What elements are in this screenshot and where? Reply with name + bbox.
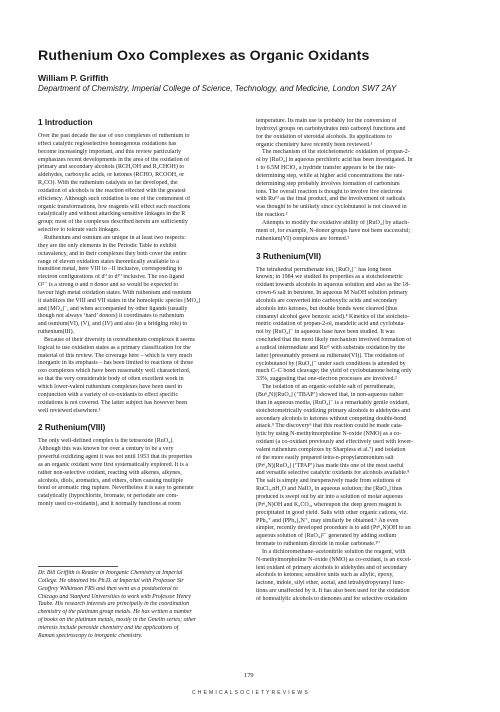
text-line: ruthenium(III).	[38, 329, 75, 336]
text-line: emphasizes recent developments in the area of the oxidation of	[38, 156, 190, 163]
text-line: The salt is simply and inexpensively made from solutions of	[256, 478, 401, 485]
text-line: of homoallylic alcohols to dienones and for selective oxidation	[256, 595, 407, 602]
text-line: aldehydes, carboxylic acids, or ketones (RCHO, RCOOH, or	[38, 172, 185, 179]
text-line: become increasingly important, and this review particularly	[38, 148, 182, 155]
text-line: logical to use oxidation states as a primary classification for the	[38, 344, 191, 351]
text-line: lent oxidant of primary alcohols to aldehydes and of secondary	[256, 564, 408, 571]
biography-line: of books on the platinum metals, mostly in the Gmelin series; other	[38, 617, 197, 624]
section-heading: 2 Ruthenium(VIII)	[38, 423, 106, 433]
text-line: stoicheiometrically oxidizing primary alcohols to aldehydes and	[256, 407, 410, 414]
text-line: primary and secondary alcohols (RCH₂OH and R₂CHOH) to	[38, 164, 184, 171]
page-number: 179	[244, 672, 254, 679]
text-line: Although this was known for over a century to be a very	[38, 446, 174, 453]
text-line: catalytically and without attacking sensitive linkages in the R	[38, 211, 186, 218]
text-line: ment of, for example, N-donor groups have not been successful;	[256, 227, 411, 234]
text-line: oxidation of alcohols is the reaction effected with the greatest	[38, 187, 186, 194]
biography-line: Geoffrey Wilkinson FRS and then went as a postdoctoral to	[38, 585, 178, 592]
text-line: efficiency. Although such oxidation is one of the commonest of	[38, 195, 191, 202]
section-heading: 1 Introduction	[38, 118, 93, 127]
text-line: octavalency, and in their complexes they both cover the entire	[38, 250, 187, 257]
text-line: which lower-valent ruthenium complexes have been used in	[38, 384, 182, 390]
text-line: concluded that the most likely mechanism involved formation of	[256, 337, 412, 344]
author-affiliation: Department of Chemistry, Imperial College of Science, Technology, and Medicine, London SW7 2AY	[38, 84, 397, 93]
text-line: oxidations is not covered. The latter subject has however been	[38, 399, 188, 406]
text-line: Over the past decade the use of oxo complexes of ruthenium to	[38, 133, 190, 139]
text-line: and [MO₄]⁻, and when accompanied by other ligands (usually	[38, 305, 188, 312]
text-line: monly used co-oxidants), and it normally functions at room	[38, 501, 181, 508]
text-line: oxidant (a co-oxidant previously and effectively used with lower-	[256, 439, 414, 446]
text-line: a radical intermediate and Ruᵛᴵ with substrate oxidation by the	[256, 344, 406, 351]
author-biography	[38, 570, 253, 641]
text-line: it stabilizes the VIII and VII states in the homoleptic species [MO₄]	[38, 297, 200, 304]
text-line: determining step probably involves formation of carbonium	[256, 180, 400, 187]
author-name: William P. Griffith	[38, 73, 109, 83]
text-line: (Buⁿ₄N)[RuO₄] (‘TBAP’) showed that, in non-aqueous rather	[256, 392, 404, 398]
text-line: electron configurations of d⁰ to d¹⁰ inclusive. The oxo ligand	[38, 274, 185, 281]
text-line: nol by [RuO₄]⁻ in aqueous base have been studied. It was	[256, 329, 395, 336]
text-line: material of this review. The coverage here – which is very much	[38, 352, 193, 359]
text-line: produced is swept out by air into a solution of molar aqueous	[256, 493, 403, 500]
biography-line: Chicago and Stanford Universities to work with Professor Henry	[38, 593, 192, 600]
text-line: determining step, while at higher acid concentrations the rate-	[256, 172, 405, 179]
text-line: and osmium(VI), (V), and (IV) and also (in a bridging rôle) to	[38, 321, 188, 328]
text-line: crown-6 salt in benzene. In aqueous M NaOH solution primary	[256, 290, 408, 297]
text-line: hydroxyl groups on carbohydrates into carbonyl functions and	[256, 125, 406, 132]
left-column	[38, 118, 253, 509]
text-line: for the oxidation of steroidal alcohols. Its applications to	[256, 133, 392, 140]
text-line: ol by [RuO₄] in aqueous perchloric acid has been investigated. In	[256, 157, 413, 164]
text-line: group; most of the complexes described herein are sufficiently	[38, 219, 188, 226]
text-line: PPh₄⁺ and (PPh₃)₂N⁺, may similarly be obtained.⁶ An even	[256, 517, 399, 524]
text-line: was thought to be unlikely since cyclobutanol is not cleaved in	[256, 204, 407, 211]
text-line: ions. The overall reaction is thought to involve five electrons	[256, 188, 403, 195]
text-line: rather non-selective oxidant, reacting with alkenes, alkynes,	[38, 469, 182, 476]
text-line: (Prⁿ₄N)OH and K₂CO₃, whereupon the deep green reagent is	[256, 501, 402, 508]
section-heading: 3 Ruthenium(VII)	[256, 251, 322, 261]
text-line: valent ruthenium complexes by Sharpless et al.⁷) and isolation	[256, 446, 406, 453]
text-line: bond or aromatic ring rupture. Nevertheless it is easy to generate	[38, 485, 194, 492]
text-line: inorganic in its emphasis – has been limited to reactions of those	[38, 360, 194, 367]
text-line: secondary alcohols to ketones without competing double-bond	[256, 415, 407, 422]
text-line: Attempts to modify the oxidative ability of [RuO₄] by attach-	[256, 219, 410, 226]
text-line: R₂CO). With the ruthenium catalysts so far developed, the	[38, 180, 178, 187]
text-line: attack.⁵ The discovery⁶ that this reaction could be made cata-	[256, 423, 403, 430]
text-line: they are the only elements in the Periodic Table to exhibit	[38, 242, 177, 249]
text-line: aqueous solution of [RuO₄]²⁻ generated by adding sodium	[256, 533, 397, 540]
text-line: though not always ‘hard’ donors) it coordinates to ruthenium	[38, 313, 184, 320]
text-line: with Ruᴵᴵᴵ as the final product, and the involvement of radicals	[256, 196, 406, 203]
text-line: In a dichloromethane–acetonitrile solution the reagent, with	[256, 548, 406, 555]
text-line: 33%, suggesting that one-electron processes are involved.²	[256, 376, 397, 383]
text-line: alcohols to ketones; sensitive units such as allylic, epoxy,	[256, 572, 394, 579]
text-line: The only well-defined complex is the tetraoxide [RuO₄].	[38, 438, 174, 445]
text-line: well reviewed elsewhere.¹	[38, 407, 101, 414]
text-line: Because of their diversity in oxoruthenium complexes it seems	[38, 336, 195, 343]
text-line: The isolation of an organic-soluble salt of perruthenate,	[256, 384, 396, 391]
text-line: The mechanism of the stoicheiometric oxidation of propan-2-	[256, 149, 410, 156]
text-line: alcohols are converted into carboxylic acids and secondary	[256, 297, 398, 304]
right-column	[256, 118, 471, 604]
text-line: ruthenium(VI) complexes are formed.³	[256, 235, 350, 242]
text-line: (Prⁿ₄N)[RuO₄] (‘TPAP’) has made this one of the most useful	[256, 462, 404, 469]
text-line: lactone, indole, silyl ether, acetal, and tetrahydropyranyl func-	[256, 580, 406, 587]
text-line: the reaction.²	[256, 212, 288, 219]
text-line: and versatile selective catalytic oxidants for alcohols available.⁸	[256, 470, 410, 477]
text-line: oxo complexes which have been reasonably well characterized,	[38, 368, 191, 375]
text-line: RuCl₃.nH₂O and NaIO₄ in aqueous solution; the [RuO₄] thus	[256, 486, 403, 493]
text-line: alcohols into ketones, but double bonds were cleaved (thus	[256, 305, 398, 312]
text-line: N-methylmorpholine N-oxide (NMO) as co-oxidant, is an excel-	[256, 556, 412, 563]
text-line: effect catalytic regioselective homogenous oxidations has	[38, 140, 177, 147]
text-line: organic chemistry have recently been reviewed.¹	[256, 141, 373, 148]
biography-line: Dr. Bill Griffith is Reader in Inorganic Chemistry at Imperial	[38, 570, 183, 576]
text-line: as an organic oxidant were first systematically explored. It is a	[38, 461, 189, 468]
text-line: 1 to 6.5M HClO₄ a hydride transfer appears to be the rate-	[256, 165, 396, 172]
text-line: oxidant towards alcohols in aqueous solution and also as the 18-	[256, 282, 411, 289]
text-line: precipitated in good yield. Salts with other organic cations, viz.	[256, 509, 408, 516]
text-line: transition metal, here VIII to −II inclusive, corresponding to	[38, 266, 183, 273]
biography-line: chemistry of the platinum group metals. He has written a number	[38, 609, 192, 616]
text-line: so that the very considerable body of often excellent work in	[38, 376, 184, 383]
text-line: range of eleven oxidation states theoretically available to a	[38, 258, 179, 265]
text-line: conjunction with a variety of co-oxidants to effect specific	[38, 391, 179, 398]
text-line: simpler, recently developed procedure is to add (Prⁿ₄N)OH to an	[256, 525, 411, 532]
text-line: catalytically (hypochlorite, bromate, or periodate are com-	[38, 493, 179, 500]
biography-line: Taube. His research interests are principally in the coordination	[38, 601, 190, 608]
text-line: known; in 1984 we studied its properties as a stoicheiometric	[256, 274, 403, 281]
biography-line: interests include peroxide chemistry and the applications of	[38, 624, 179, 631]
text-line: O²⁻ is a strong σ and π donor and so would be expected to	[38, 282, 179, 289]
text-line: latter [presumably present as ruthenate(VI)]. The oxidation of	[256, 352, 405, 359]
text-line: The tetrahedral perruthenate ion, [RuO₄]⁻ has long been	[256, 266, 392, 273]
text-line: favour high metal oxidation states. With ruthenium and osmium	[38, 289, 192, 296]
text-line: cyclobutanol by [RuO₄]⁻ under such conditions is attended by	[256, 360, 406, 367]
text-line: bromate to ruthenium dioxide in molar carbonate.¹⁰	[256, 541, 380, 548]
journal-footer: C H E M I C A L S O C I E T Y R E V I E W S	[191, 690, 309, 696]
section-gap	[256, 244, 471, 252]
article-title: Ruthenium Oxo Complexes as Organic Oxidants	[38, 48, 370, 64]
biography-line: Raman spectroscopy to inorganic chemistry.	[38, 632, 143, 639]
text-line: selective to tolerate such linkages.	[38, 227, 121, 234]
text-line: alcohols, diols, aromatics, and ethers, often causing multiple	[38, 477, 184, 484]
text-line: tions are unaffected by it. It has also been used for the oxidation	[256, 588, 410, 595]
section-gap	[38, 415, 253, 423]
text-line: Ruthenium and osmium are unique in at least two respects:	[38, 234, 186, 241]
biography-line: College. He obtained his Ph.D. at Imperial with Professor Sir	[38, 577, 184, 584]
text-line: organic transformations, few reagents will effect such reactions	[38, 203, 191, 210]
text-line: than in aqueous media, [RuO₄]⁻ is a remarkably gentle oxidant,	[256, 399, 410, 406]
biography-divider	[38, 566, 118, 567]
text-line: lytic by using N-methylmorpholine N-oxide (NMO) as a co-	[256, 431, 402, 438]
text-line: much C–C bond cleavage; the yield of cyclobutanone being only	[256, 368, 412, 375]
text-line: cinnamyl alcohol gave benzoic acid).⁴ Kinetics of the stoicheio-	[256, 313, 410, 320]
text-line: powerful oxidizing agent it was not until 1953 that its properties	[38, 454, 193, 461]
text-line: metric oxidation of propan-2-ol, mandelic acid and cyclobuta-	[256, 321, 406, 328]
text-line: temperature. Its main use is probably for the conversion of	[256, 118, 397, 124]
text-line: of the more easily prepared tetra-n-propylammonium salt	[256, 454, 394, 461]
